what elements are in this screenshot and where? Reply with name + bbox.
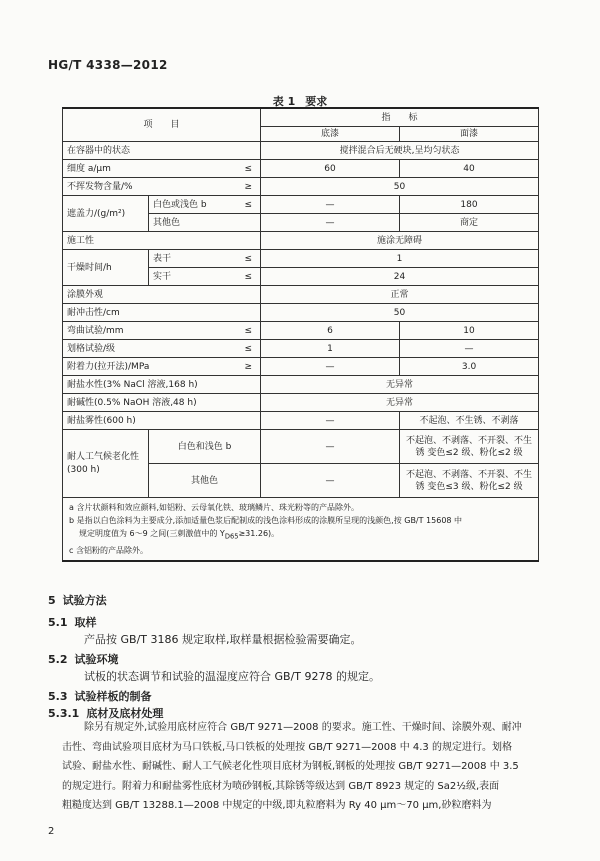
row-label: 附着力(拉开法)/MPa xyxy=(63,358,231,376)
section-5-heading xyxy=(48,592,107,608)
row-sublabel: 表干 xyxy=(149,250,231,268)
note-b-subscript: D65 xyxy=(224,532,239,541)
section-5-2-text: 试板的状态调节和试验的温湿度应符合 GB/T 9278 的规定。 xyxy=(84,670,380,683)
row-label: 遮盖力/(g/m²) xyxy=(63,196,149,232)
table-row xyxy=(63,340,539,358)
section-5-3-heading xyxy=(48,688,152,704)
page-number: 2 xyxy=(48,826,55,837)
row-label: 耐冲击性/cm xyxy=(63,304,261,322)
row-operator xyxy=(231,214,261,232)
row-primer: — xyxy=(261,464,400,498)
note-b-line1: b 是指以白色涂料为主要成分,添加适量色浆后配制成的浅色涂料形成的涂膜所呈现的浅颜色,按 GB/T 15608 中 xyxy=(69,516,463,525)
paragraph-line: 击性、弯曲试验项目底材为马口铁板,马口铁板的处理按 GB/T 9271—2008 中 4.3 的规定进行。划格 xyxy=(62,741,512,753)
table-row xyxy=(63,304,539,322)
table-row xyxy=(63,160,539,178)
row-operator: ≤ xyxy=(231,340,261,358)
section-number: 5 xyxy=(48,594,56,607)
requirements-table xyxy=(62,107,539,562)
table-caption-title: 要求 xyxy=(305,95,328,108)
row-operator: ≥ xyxy=(231,178,261,196)
row-operator: ≤ xyxy=(231,268,261,286)
table-row xyxy=(63,394,539,412)
row-topcoat: 不起泡、不剥落、不开裂、不生锈 变色≤3 级、粉化≤2 级 xyxy=(400,464,539,498)
row-topcoat: 不起泡、不剥落、不开裂、不生锈 变色≤2 级、粉化≤2 级 xyxy=(400,430,539,464)
row-value: 50 xyxy=(261,178,539,196)
table-row xyxy=(63,232,539,250)
paragraph-line: 粗糙度达到 GB/T 13288.1—2008 中规定的中级,即丸粒磨料为 Ry 40 μm～70 μm,砂粒磨料为 xyxy=(62,800,492,811)
row-label: 耐碱性(0.5% NaOH 溶液,48 h) xyxy=(63,394,261,412)
row-value: 正常 xyxy=(261,286,539,304)
row-value: 1 xyxy=(261,250,539,268)
table-row xyxy=(63,142,539,160)
table-header-row xyxy=(63,108,539,127)
header-primer: 底漆 xyxy=(261,127,400,142)
section-number: 5.2 xyxy=(48,653,68,666)
note-b-text: 规定明度值为 6～9 之间(三刺激值中的 Y xyxy=(79,529,225,538)
section-title: 取样 xyxy=(74,616,97,629)
section-number: 5.3.1 xyxy=(48,707,80,720)
standard-number: HG/T 4338—2012 xyxy=(48,58,168,72)
header-item: 项 目 xyxy=(63,108,261,142)
table-row xyxy=(63,412,539,430)
row-label: 弯曲试验/mm xyxy=(63,322,231,340)
section-title: 试验方法 xyxy=(62,594,107,607)
row-topcoat: 3.0 xyxy=(400,358,539,376)
section-title: 底材及底材处理 xyxy=(86,707,164,720)
row-topcoat: 180 xyxy=(400,196,539,214)
row-value: 施涂无障碍 xyxy=(261,232,539,250)
row-primer: — xyxy=(261,358,400,376)
row-label: 耐盐水性(3% NaCl 溶液,168 h) xyxy=(63,376,261,394)
row-primer: 1 xyxy=(261,340,400,358)
table-row xyxy=(63,430,539,464)
section-5-3-1-paragraph xyxy=(62,718,536,816)
row-value: 50 xyxy=(261,304,539,322)
row-value: 无异常 xyxy=(261,394,539,412)
table-notes xyxy=(63,498,539,561)
row-topcoat: — xyxy=(400,340,539,358)
table-caption-number: 表 1 xyxy=(272,95,296,108)
section-number: 5.3 xyxy=(48,690,68,703)
row-sublabel: 白色或浅色 b xyxy=(149,196,231,214)
row-value: 无异常 xyxy=(261,376,539,394)
table-notes-row xyxy=(63,498,539,561)
header-topcoat: 面漆 xyxy=(400,127,539,142)
row-primer: — xyxy=(261,412,400,430)
table-row xyxy=(63,322,539,340)
note-c: c 含铝粉的产品除外。 xyxy=(69,545,148,555)
row-value: 搅拌混合后无硬块,呈均匀状态 xyxy=(261,142,539,160)
row-sublabel: 其他色 xyxy=(149,214,231,232)
row-topcoat: 商定 xyxy=(400,214,539,232)
note-b-line2 xyxy=(69,527,532,544)
row-label: 干燥时间/h xyxy=(63,250,149,286)
table-row xyxy=(63,286,539,304)
section-title: 试验环境 xyxy=(74,653,119,666)
row-label: 涂膜外观 xyxy=(63,286,261,304)
row-label: 在容器中的状态 xyxy=(63,142,261,160)
section-5-1-heading xyxy=(48,614,97,630)
row-topcoat: 40 xyxy=(400,160,539,178)
row-label: 划格试验/级 xyxy=(63,340,231,358)
row-primer: — xyxy=(261,196,400,214)
row-topcoat: 不起泡、不生锈、不剥落 xyxy=(400,412,539,430)
row-primer: — xyxy=(261,214,400,232)
paragraph-line: 除另有规定外,试验用底材应符合 GB/T 9271—2008 的要求。施工性、干燥时间、涂膜外观、耐冲 xyxy=(84,722,522,733)
row-label: 不挥发物含量/% xyxy=(63,178,231,196)
header-index: 指 标 xyxy=(261,108,539,127)
row-operator: ≥ xyxy=(231,358,261,376)
table-row xyxy=(63,178,539,196)
row-label: 施工性 xyxy=(63,232,261,250)
row-topcoat: 10 xyxy=(400,322,539,340)
paragraph-line: 试验、耐盐水性、耐碱性、耐人工气候老化性项目底材为钢板,钢板的处理按 GB/T 9271—2008 中 3.5 xyxy=(62,761,519,772)
row-label xyxy=(63,430,149,498)
section-5-2-heading xyxy=(48,651,119,667)
paragraph-line: 的规定进行。附着力和耐盐雾性底材为喷砂钢板,其除锈等级达到 GB/T 8923 规定的 Sa2½级,表面 xyxy=(62,780,500,792)
row-label: 耐盐雾性(600 h) xyxy=(63,412,261,430)
table-row xyxy=(63,250,539,268)
row-value: 24 xyxy=(261,268,539,286)
row-label-duration: (300 h) xyxy=(67,464,100,475)
row-sublabel: 其他色 xyxy=(149,464,261,498)
row-label: 细度 a/μm xyxy=(63,160,231,178)
table-row xyxy=(63,196,539,214)
row-sublabel: 白色和浅色 b xyxy=(149,430,261,464)
section-5-1-text: 产品按 GB/T 3186 规定取样,取样量根据检验需要确定。 xyxy=(84,633,362,646)
row-operator: ≤ xyxy=(231,322,261,340)
row-label-main: 耐人工气候老化性 xyxy=(67,451,140,462)
note-a: a 含片状颜料和效应颜料,如铝粉、云母氧化铁、玻璃鳞片、珠光粉等的产品除外。 xyxy=(69,503,359,512)
row-operator: ≤ xyxy=(231,160,261,178)
row-sublabel: 实干 xyxy=(149,268,231,286)
row-operator: ≤ xyxy=(231,250,261,268)
row-operator: ≤ xyxy=(231,196,261,214)
table-row xyxy=(63,358,539,376)
table-row xyxy=(63,376,539,394)
row-primer: 6 xyxy=(261,322,400,340)
note-b-end: ≥31.26)。 xyxy=(238,529,280,538)
section-title: 试验样板的制备 xyxy=(74,690,152,703)
row-primer: — xyxy=(261,430,400,464)
row-primer: 60 xyxy=(261,160,400,178)
section-number: 5.1 xyxy=(48,616,68,629)
